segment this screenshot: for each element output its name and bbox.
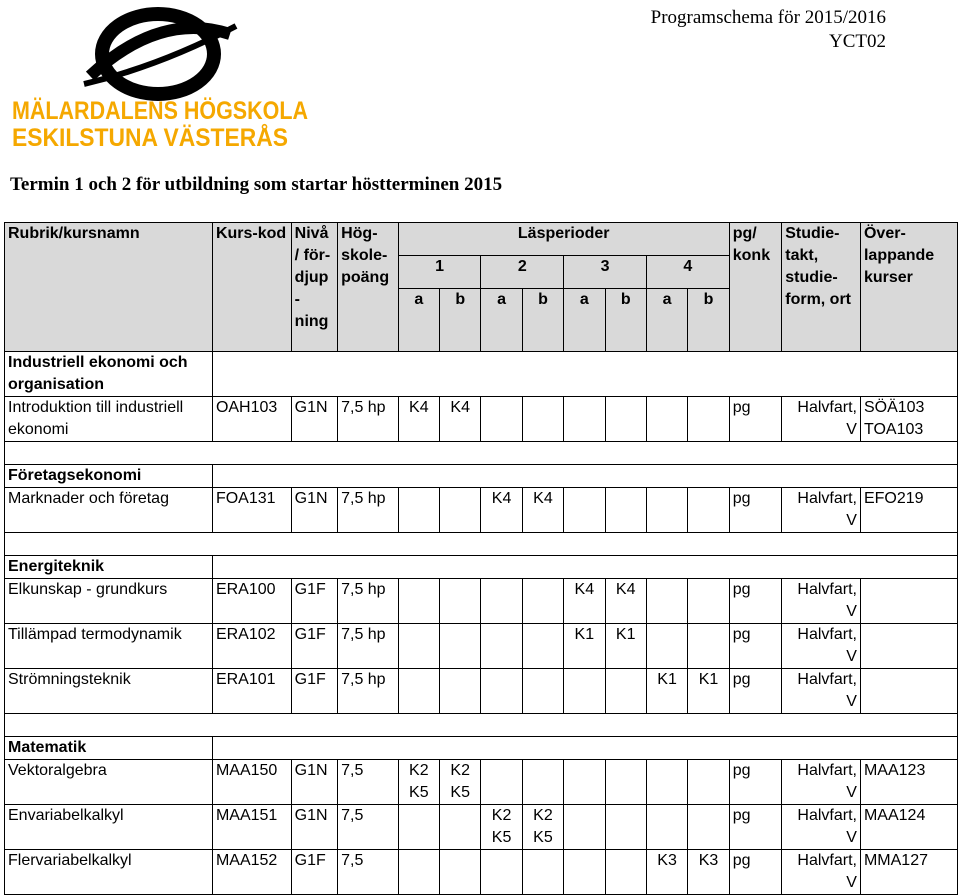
category-row: [5, 465, 958, 488]
course-code: ERA101: [212, 669, 291, 714]
period-cell: K1: [564, 624, 605, 669]
course-credits: 7,5 hp: [338, 579, 399, 624]
col-header-level: Nivå / för-djup - ning: [291, 223, 337, 352]
course-overlap: [860, 624, 957, 669]
table-row: [5, 805, 958, 850]
period-cell: [440, 669, 481, 714]
course-pg: pg: [729, 488, 781, 533]
separator-cell: [5, 714, 958, 737]
period-cell: K1: [646, 669, 687, 714]
period-cell: [522, 760, 563, 805]
separator-cell: [5, 533, 958, 556]
table-row: [5, 579, 958, 624]
university-logo: [10, 6, 357, 152]
period-cell: K4: [564, 579, 605, 624]
period-cell: [481, 397, 522, 442]
period-cell: [646, 397, 687, 442]
period-cell: [398, 624, 439, 669]
period-cell: [481, 760, 522, 805]
course-pace: Halvfart, V: [782, 760, 861, 805]
period-cell: [440, 488, 481, 533]
category-label: Industriell ekonomi och organisation: [5, 352, 213, 397]
logo-text-line1: MÄLARDALENS HÖGSKOLA: [12, 97, 357, 125]
course-credits: 7,5 hp: [338, 669, 399, 714]
col-header-course: Rubrik/kursnamn: [5, 223, 213, 352]
period-number: 3: [564, 256, 647, 289]
period-cell: [688, 805, 729, 850]
course-pg: pg: [729, 669, 781, 714]
period-cell: [564, 669, 605, 714]
course-credits: 7,5: [338, 760, 399, 805]
category-label: Matematik: [5, 737, 213, 760]
course-code: ERA100: [212, 579, 291, 624]
course-code: FOA131: [212, 488, 291, 533]
course-pg: pg: [729, 850, 781, 895]
course-code: MAA151: [212, 805, 291, 850]
period-cell: [522, 397, 563, 442]
period-cell: K2 K5: [440, 760, 481, 805]
period-cell: [481, 850, 522, 895]
period-cell: [440, 850, 481, 895]
table-header-row: [5, 223, 958, 256]
period-half: b: [605, 289, 646, 352]
period-cell: [440, 624, 481, 669]
course-overlap: EFO219: [860, 488, 957, 533]
course-credits: 7,5 hp: [338, 488, 399, 533]
period-cell: [688, 579, 729, 624]
course-name: Tillämpad termodynamik: [5, 624, 213, 669]
period-cell: K1: [605, 624, 646, 669]
period-cell: [605, 397, 646, 442]
period-cell: K2 K5: [398, 760, 439, 805]
period-cell: [605, 805, 646, 850]
period-number: 4: [646, 256, 729, 289]
period-cell: K3: [646, 850, 687, 895]
col-header-code: Kurs-kod: [212, 223, 291, 352]
course-pace: Halvfart, V: [782, 488, 861, 533]
period-cell: [564, 488, 605, 533]
separator-row: [5, 442, 958, 465]
course-pace: Halvfart, V: [782, 397, 861, 442]
period-cell: [646, 488, 687, 533]
period-cell: [564, 850, 605, 895]
period-cell: [646, 624, 687, 669]
period-half: a: [646, 289, 687, 352]
program-header: [651, 6, 886, 54]
course-pg: pg: [729, 760, 781, 805]
course-name: Elkunskap - grundkurs: [5, 579, 213, 624]
period-cell: [688, 397, 729, 442]
course-credits: 7,5: [338, 805, 399, 850]
period-cell: [398, 488, 439, 533]
period-cell: K3: [688, 850, 729, 895]
course-overlap: SÖÄ103 TOA103: [860, 397, 957, 442]
col-header-periods: Läsperioder: [398, 223, 729, 256]
category-filler: [212, 352, 957, 397]
category-row: [5, 737, 958, 760]
period-cell: K2 K5: [481, 805, 522, 850]
course-level: G1N: [291, 397, 337, 442]
period-cell: [481, 624, 522, 669]
course-name: Introduktion till industriell ekonomi: [5, 397, 213, 442]
period-half: a: [398, 289, 439, 352]
course-pg: pg: [729, 805, 781, 850]
period-cell: [564, 397, 605, 442]
program-code: YCT02: [829, 31, 886, 52]
course-pg: pg: [729, 624, 781, 669]
period-cell: K4: [522, 488, 563, 533]
period-cell: K2 K5: [522, 805, 563, 850]
separator-cell: [5, 442, 958, 465]
course-level: G1F: [291, 669, 337, 714]
col-header-pg: pg/ konk: [729, 223, 781, 352]
course-level: G1N: [291, 488, 337, 533]
course-schedule-table: [4, 222, 958, 895]
period-cell: [481, 579, 522, 624]
course-level: G1F: [291, 579, 337, 624]
period-cell: [440, 805, 481, 850]
course-pg: pg: [729, 397, 781, 442]
separator-row: [5, 533, 958, 556]
course-name: Flervariabelkalkyl: [5, 850, 213, 895]
category-filler: [212, 737, 957, 760]
program-schedule-title: Programschema för 2015/2016: [650, 7, 886, 28]
period-cell: [605, 850, 646, 895]
category-row: [5, 352, 958, 397]
logo-emblem-icon: [10, 6, 357, 152]
course-pg: pg: [729, 579, 781, 624]
course-overlap: [860, 669, 957, 714]
col-header-credits: Hög-skole-poäng: [338, 223, 399, 352]
course-name: Envariabelkalkyl: [5, 805, 213, 850]
period-cell: K4: [481, 488, 522, 533]
col-header-overlap: Över-lappande kurser: [860, 223, 957, 352]
category-filler: [212, 556, 957, 579]
table-row: [5, 624, 958, 669]
course-overlap: [860, 579, 957, 624]
period-cell: [605, 760, 646, 805]
course-credits: 7,5 hp: [338, 397, 399, 442]
period-number: 2: [481, 256, 564, 289]
table-row: [5, 488, 958, 533]
course-level: G1F: [291, 850, 337, 895]
course-code: MAA150: [212, 760, 291, 805]
period-half: a: [564, 289, 605, 352]
course-level: G1F: [291, 624, 337, 669]
table-row: [5, 669, 958, 714]
table-row: [5, 397, 958, 442]
period-cell: [440, 579, 481, 624]
course-code: ERA102: [212, 624, 291, 669]
course-pace: Halvfart, V: [782, 669, 861, 714]
course-overlap: MMA127: [860, 850, 957, 895]
period-cell: [688, 760, 729, 805]
period-cell: [605, 669, 646, 714]
course-pace: Halvfart, V: [782, 850, 861, 895]
course-credits: 7,5: [338, 850, 399, 895]
period-cell: K4: [398, 397, 439, 442]
course-overlap: MAA124: [860, 805, 957, 850]
period-half: b: [522, 289, 563, 352]
separator-row: [5, 714, 958, 737]
period-half: a: [481, 289, 522, 352]
category-filler: [212, 465, 957, 488]
course-level: G1N: [291, 805, 337, 850]
course-pace: Halvfart, V: [782, 624, 861, 669]
period-cell: [646, 579, 687, 624]
period-cell: K4: [440, 397, 481, 442]
table-row: [5, 760, 958, 805]
period-cell: [522, 669, 563, 714]
category-label: Energiteknik: [5, 556, 213, 579]
period-cell: [522, 579, 563, 624]
period-cell: [481, 669, 522, 714]
course-overlap: MAA123: [860, 760, 957, 805]
logo-text-line2: ESKILSTUNA VÄSTERÅS: [12, 124, 314, 152]
course-code: OAH103: [212, 397, 291, 442]
period-cell: [688, 488, 729, 533]
period-cell: [398, 579, 439, 624]
period-cell: [688, 624, 729, 669]
period-cell: [522, 624, 563, 669]
period-half: b: [440, 289, 481, 352]
period-cell: [522, 850, 563, 895]
table-row: [5, 850, 958, 895]
period-cell: K4: [605, 579, 646, 624]
course-credits: 7,5 hp: [338, 624, 399, 669]
period-cell: [564, 805, 605, 850]
course-name: Vektoralgebra: [5, 760, 213, 805]
period-cell: [398, 669, 439, 714]
period-half: b: [688, 289, 729, 352]
period-cell: [605, 488, 646, 533]
course-name: Strömningsteknik: [5, 669, 213, 714]
course-code: MAA152: [212, 850, 291, 895]
period-cell: [646, 805, 687, 850]
course-level: G1N: [291, 760, 337, 805]
course-name: Marknader och företag: [5, 488, 213, 533]
course-pace: Halvfart, V: [782, 579, 861, 624]
period-number: 1: [398, 256, 481, 289]
period-cell: K1: [688, 669, 729, 714]
page-title: Termin 1 och 2 för utbildning som startar höstterminen 2015: [10, 174, 503, 195]
period-cell: [564, 760, 605, 805]
category-row: [5, 556, 958, 579]
table-body: [5, 352, 958, 895]
col-header-pace: Studie-takt, studie-form, ort: [782, 223, 861, 352]
period-cell: [398, 805, 439, 850]
category-label: Företagsekonomi: [5, 465, 213, 488]
period-cell: [398, 850, 439, 895]
course-pace: Halvfart, V: [782, 805, 861, 850]
period-cell: [646, 760, 687, 805]
